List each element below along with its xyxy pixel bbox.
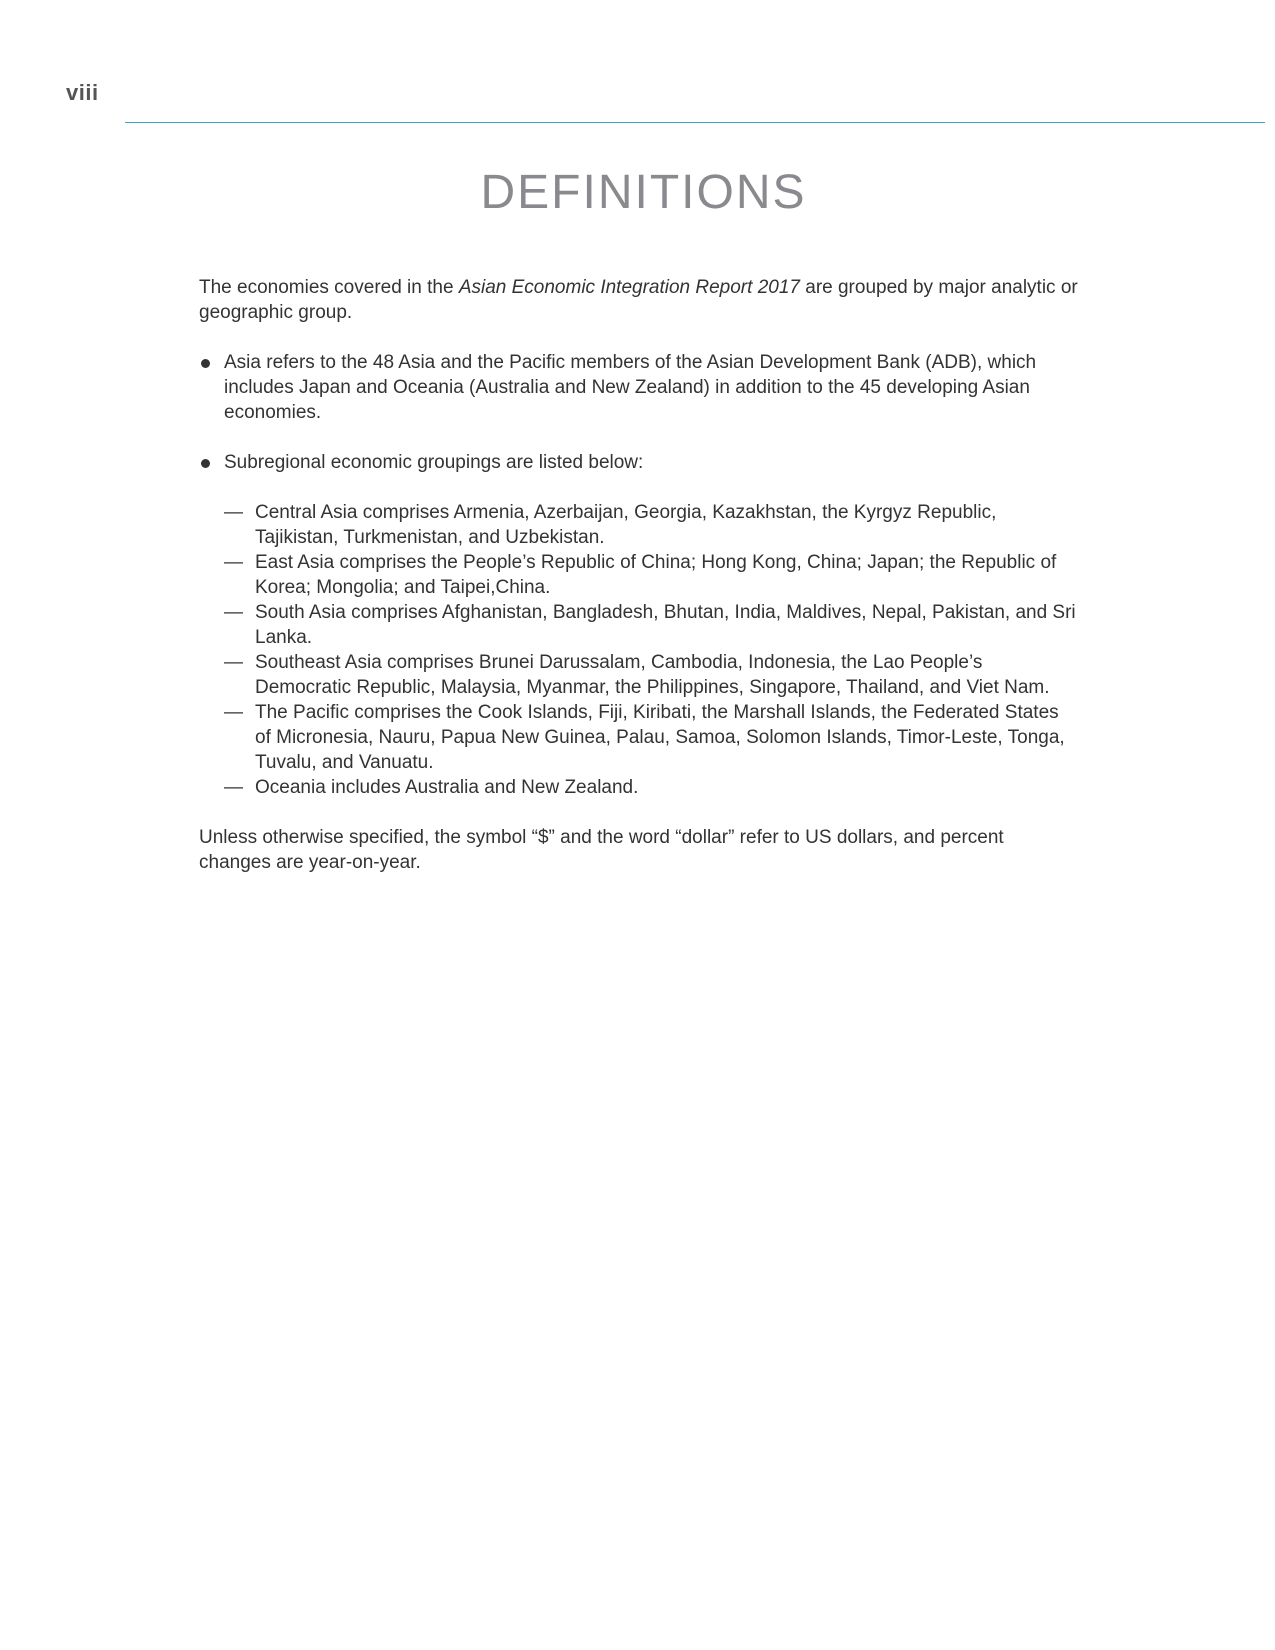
subregion-item-east-asia: [224, 550, 1079, 600]
subregion-text: South Asia comprises Afghanistan, Bangladesh, Bhutan, India, Maldives, Nepal, Pakistan, and Sri Lanka.: [255, 602, 1076, 648]
subregion-text: The Pacific comprises the Cook Islands, Fiji, Kiribati, the Marshall Islands, the Federated States of Micronesia, Nauru, Papua New Guinea, Palau, Samoa, Solomon Islands, Timor-Leste, Tonga, Tuvalu, and Vanuatu.: [255, 702, 1065, 773]
subregion-item-oceania: [224, 775, 1079, 800]
bullet-item-asia: [199, 350, 1079, 425]
page-title: DEFINITIONS: [480, 166, 807, 219]
subregion-item-south-asia: [224, 600, 1079, 650]
dash-icon: —: [224, 552, 243, 573]
subregion-text: Oceania includes Australia and New Zealand.: [255, 777, 639, 798]
definitions-content: [199, 275, 1079, 875]
subregion-text: Central Asia comprises Armenia, Azerbaijan, Georgia, Kazakhstan, the Kyrgyz Republic, Tajikistan, Turkmenistan, and Uzbekistan.: [255, 502, 997, 548]
report-title: Asian Economic Integration Report 2017: [458, 277, 800, 298]
dash-icon: —: [224, 602, 243, 623]
subregion-list: [224, 500, 1079, 800]
subregion-text: Southeast Asia comprises Brunei Darussalam, Cambodia, Indonesia, the Lao People’s Democratic Republic, Malaysia, Myanmar, the Philippines, Singapore, Thailand, and Viet Nam.: [255, 652, 1050, 698]
subregion-item-central-asia: [224, 500, 1079, 550]
subregion-item-pacific: [224, 700, 1079, 775]
dash-icon: —: [224, 777, 243, 798]
subregion-text: East Asia comprises the People’s Republic of China; Hong Kong, China; Japan; the Republic of Korea; Mongolia; and Taipei,China.: [255, 552, 1057, 598]
bullet-dot-icon: [201, 459, 210, 468]
subregion-item-southeast-asia: [224, 650, 1079, 700]
dash-icon: —: [224, 652, 243, 673]
bullet-text: Subregional economic groupings are listed below:: [224, 452, 644, 473]
bullet-item-subregional: [199, 450, 1079, 475]
dash-icon: —: [224, 502, 243, 523]
intro-text-after: are grouped by major analytic or geographic group.: [199, 277, 1078, 323]
intro-paragraph: [199, 275, 1079, 325]
bullet-text: Asia refers to the 48 Asia and the Pacific members of the Asian Development Bank (ADB), which includes Japan and Oceania (Australia and New Zealand) in addition to the 45 developing Asian economies.: [224, 352, 1037, 423]
page-number: viii: [66, 80, 99, 105]
closing-paragraph: Unless otherwise specified, the symbol “$” and the word “dollar” refer to US dollars, and percent changes are year-on-year.: [199, 827, 1004, 873]
header-rule: [125, 122, 1265, 123]
dash-icon: —: [224, 702, 243, 723]
intro-text-before: The economies covered in the: [199, 277, 459, 298]
bullet-dot-icon: [201, 359, 210, 368]
